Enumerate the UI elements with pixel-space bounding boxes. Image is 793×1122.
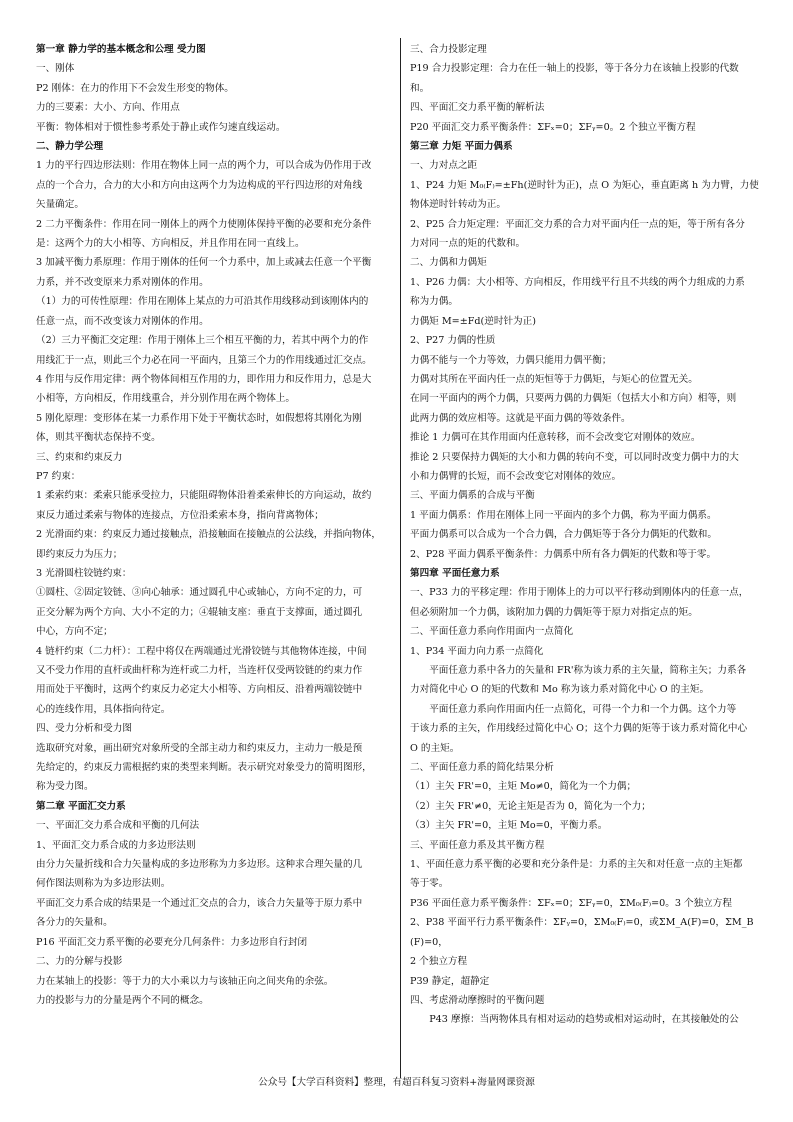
right-text-line: P43 摩擦：当两物体具有相对运动的趋势或相对运动时，在其接触处的公 [429,1014,739,1026]
right-text-line: 称为力偶。 [410,296,458,308]
left-text-line: 点的一个合力，合力的大小和方向由这两个力为边构成的平行四边形的对角线 [36,179,363,191]
left-text-line: 4 链杆约束（二力杆）：工程中将仅在两端通过光滑铰链与其他物体连接，中间 [36,645,367,657]
left-text-line: P16 平面汇交力系平衡的必要充分几何条件：力多边形自行封闭 [36,936,308,948]
right-text-line: 第四章 平面任意力系 [410,567,500,579]
left-text-line: （2）三力平衡汇交定理：作用于刚体上三个相互平衡的力，若其中两个力的作 [36,335,369,347]
left-text-line: 先给定的，约束反力需根据约束的类型来判断。表示研究对象受力的简明图形， [36,762,372,774]
right-text-line: 2 个独立方程 [410,956,468,968]
left-text-line: 5 刚化原理：变形体在某一力系作用下处于平衡状态时，如假想将其刚化为刚 [36,412,362,424]
right-text-line: 2、P25 合力矩定理：平面汇交力系的合力对平面内任一点的矩，等于所有各分 [410,218,745,230]
left-text-line: 2 二力平衡条件：作用在同一刚体上的两个力使刚体保持平衡的必要和充分条件 [36,218,372,230]
left-text-line: 1 力的平行四边形法则：作用在物体上同一点的两个力，可以合成为仍作用于改 [36,160,372,172]
right-text-line: 于该力系的主矢，作用线经过简化中心 O；这个力偶的矩等于该力系对简化中心 [410,723,748,735]
left-text-line: 二、静力学公理 [36,141,104,153]
right-text-line: 四、平面汇交力系平衡的解析法 [410,102,545,114]
right-text-line: 1、P26 力偶：大小相等、方向相反，作用线平行且不共线的两个力组成的力系 [410,276,745,288]
left-text-line: 力的三要素：大小、方向、作用点 [36,102,180,114]
left-text-line: 中心，方向不定； [36,626,113,638]
left-text-line: 一、刚体 [36,63,75,75]
right-text-line: 和。 [410,82,430,94]
left-text-line: 三、约束和约束反力 [36,451,123,463]
right-text-line: 等于零。 [410,878,449,890]
right-text-line: 二、平面任意力系向作用面内一点简化 [410,626,574,638]
left-text-line: 由分力矢量折线和合力矢量构成的多边形称为力多边形。这种求合理矢量的几 [36,859,363,871]
right-text-line: P19 合力投影定理：合力在任一轴上的投影，等于各分力在该轴上投影的代数 [410,63,739,75]
right-text-line: （1）主矢 FR'=0，主矩 Mo≠0，简化为一个力偶； [410,781,637,793]
right-text-line: （3）主矢 FR'=0，主矩 Mo=0，平衡力系。 [410,820,608,832]
left-text-line: 力系，并不改变原来力系对刚体的作用。 [36,276,209,288]
left-text-line: 各分力的矢量和。 [36,917,113,929]
left-text-line: 力的投影与力的分量是两个不同的概念。 [36,994,209,1006]
right-text-line: 平面力偶系可以合成为一个合力偶，合力偶矩等于各分力偶矩的代数和。 [410,529,717,541]
left-text-line: 束反力通过柔索与物体的连接点，方位沿柔索本身，指向背离物体； [36,509,324,521]
left-text-line: 第一章 静力学的基本概念和公理 受力图 [36,44,206,55]
left-text-line: 小相等，方向相反，作用线重合，并分别作用在两个物体上。 [36,393,296,405]
left-text-line: 用线汇于一点，则此三个力必在同一平面内，且第三个力的作用线通过汇交点。 [36,354,372,366]
left-text-line: 2 光滑面约束：约束反力通过接触点，沿接触面在接触点的公法线，并指向物体， [36,529,381,541]
left-text-line: 3 加减平衡力系原理：作用于刚体的任何一个力系中，加上或减去任意一个平衡 [36,257,372,269]
right-text-line: 三、合力投影定理 [410,44,487,55]
left-text-line: 矢量确定。 [36,199,84,211]
right-text-line: 平面任意力系中各力的矢量和 FR'称为该力系的主矢量，简称主矢；力系各 [429,665,747,676]
left-text-line: 即约束反力为压力； [36,548,123,560]
right-text-line: 2、P28 平面力偶系平衡条件：力偶系中所有各力偶矩的代数和等于零。 [410,548,717,560]
page-footer: 公众号【大学百科资料】整理，有超百科复习资料+海量网课资源 [258,1077,535,1088]
right-text-line: 力对同一点的矩的代数和。 [410,238,526,250]
right-column [410,40,760,1030]
right-text-line: 力偶不能与一个力等效，力偶只能用力偶平衡； [410,354,612,366]
left-text-line: 1 柔索约束：柔索只能承受拉力，只能阻碍物体沿着柔索伸长的方向运动，故约 [36,490,372,502]
left-column [36,40,392,1010]
left-text-line: （1）力的可传性原理：作用在刚体上某点的力可沿其作用线移动到该刚体内的 [36,296,369,308]
left-text-line: 1、平面汇交力系合成的力多边形法则 [36,839,196,851]
right-text-line: 二、平面任意力系的简化结果分析 [410,762,554,774]
right-text-line: P20 平面汇交力系平衡条件：ΣFₓ=0；ΣFᵧ=0。2 个独立平衡方程 [410,121,696,133]
right-text-line: 2、P38 平面平行力系平衡条件：ΣFᵧ=0，ΣM₀₍F₎=0，或ΣM_A(F)=0，ΣM_B(F)=0， [410,917,754,948]
left-text-line: 二、力的分解与投影 [36,956,123,968]
right-text-line: 此两力偶的效应相等。这就是平面力偶的等效条件。 [410,412,631,424]
left-text-line: 体，则其平衡状态保持不变。 [36,432,161,444]
right-text-line: 在同一平面内的两个力偶，只要两力偶的力偶矩（包括大小和方向）相等，则 [410,393,737,405]
right-text-line: 力偶矩 M=±Fd(逆时针为正) [410,315,536,327]
right-text-line: 力偶对其所在平面内任一点的矩恒等于力偶矩，与矩心的位置无关。 [410,373,698,385]
right-text-line: （2）主矢 FR'≠0，无论主矩是否为 0，简化为一个力； [410,800,651,812]
left-text-line: 是：这两个力的大小相等、方向相反，并且作用在同一直线上。 [36,238,305,250]
left-text-line: P7 约束： [36,470,81,482]
left-text-line: 4 作用与反作用定律：两个物体间相互作用的力，即作用力和反作用力，总是大 [36,373,372,385]
left-text-line: 用而处于平衡时，这两个约束反力必定大小相等、方向相反、沿着两端铰链中 [36,684,363,696]
left-text-line: 平衡：物体相对于惯性参考系处于静止或作匀速直线运动。 [36,121,286,133]
right-text-line: 1、P24 力矩 M₀₍F₎=±Fh(逆时针为正)，点 O 为矩心，垂直距离 h 为力臂，力使 [410,179,759,191]
right-text-line: 三、平面任意力系及其平衡方程 [410,839,545,851]
right-text-line: 一、力对点之距 [410,160,478,172]
right-text-line: 推论 1 力偶可在其作用面内任意转移，而不会改变它对刚体的效应。 [410,432,701,444]
left-text-line: 四、受力分析和受力图 [36,723,132,735]
left-text-line: 正交分解为两个方向、大小不定的力；④辊轴支座：垂直于支撑面，通过圆孔 [36,606,363,618]
right-text-line: 平面任意力系向作用面内任一点简化，可得一个力和一个力偶。这个力等 [429,703,737,715]
right-text-line: P36 平面任意力系平衡条件：ΣFₓ=0；ΣFᵧ=0，ΣM₀₍F₎=0。3 个独立方程 [410,897,732,909]
left-text-line: ①圆柱、②固定铰链、③向心轴承：通过圆孔中心或轴心，方向不定的力，可 [36,587,363,599]
right-text-line: 力对简化中心 O 的矩的代数和 Mo 称为该力系对简化中心 O 的主矩。 [410,684,710,696]
column-divider [400,38,401,1078]
left-text-line: 何作图法则称为为多边形法则。 [36,878,171,890]
right-text-line: 推论 2 只要保持力偶矩的大小和力偶的转向不变，可以同时改变力偶中力的大 [410,451,739,463]
right-text-line: 二、力偶和力偶矩 [410,257,487,269]
left-text-line: 选取研究对象，画出研究对象所受的全部主动力和约束反力，主动力一般是预 [36,742,363,754]
right-text-line: 2、P27 力偶的性质 [410,335,496,347]
right-text-line: 1、平面任意力系平衡的必要和充分条件是：力系的主矢和对任意一点的主矩都 [410,859,743,871]
right-text-line: 小和力偶臂的长短，而不会改变它对刚体的效应。 [410,470,622,482]
right-text-line: 物体逆时针转动为正。 [410,199,506,211]
right-text-line: 但必须附加一个力偶，该附加力偶的力偶矩等于原力对指定点的矩。 [410,606,698,618]
right-text-line: 1 平面力偶系：作用在刚体上同一平面内的多个力偶，称为平面力偶系。 [410,509,717,521]
left-text-line: 一、平面汇交力系合成和平衡的几何法 [36,820,200,832]
left-text-line: 第二章 平面汇交力系 [36,800,126,812]
left-text-line: 3 光滑圆柱铰链约束： [36,567,132,579]
right-text-line: 四、考虑滑动摩擦时的平衡问题 [410,994,545,1006]
right-text-line: 三、平面力偶系的合成与平衡 [410,490,535,502]
left-text-line: 心的连线作用，具体指向待定。 [36,703,171,715]
right-text-line: 1、P34 平面力向力系一点简化 [410,645,544,657]
left-text-line: 任意一点，而不改变该力对刚体的作用。 [36,315,209,327]
left-text-line: 又不受力作用的直杆或曲杆称为连杆或二力杆，当连杆仅受两铰链的约束力作 [36,665,363,676]
left-text-line: 力在某轴上的投影：等于力的大小乘以力与该轴正向之间夹角的余弦。 [36,975,334,987]
right-text-line: P39 静定，超静定 [410,975,490,987]
left-text-line: P2 刚体：在力的作用下不会发生形变的物体。 [36,82,234,94]
right-text-line: O 的主矩。 [410,742,460,754]
right-text-line: 第三章 力矩 平面力偶系 [410,141,513,153]
left-text-line: 平面汇交力系合成的结果是一个通过汇交点的合力，该合力矢量等于原力系中 [36,897,363,909]
right-text-line: 一、P33 力的平移定理：作用于刚体上的力可以平行移动到刚体内的任意一点， [410,587,749,599]
left-text-line: 称为受力图。 [36,781,94,793]
